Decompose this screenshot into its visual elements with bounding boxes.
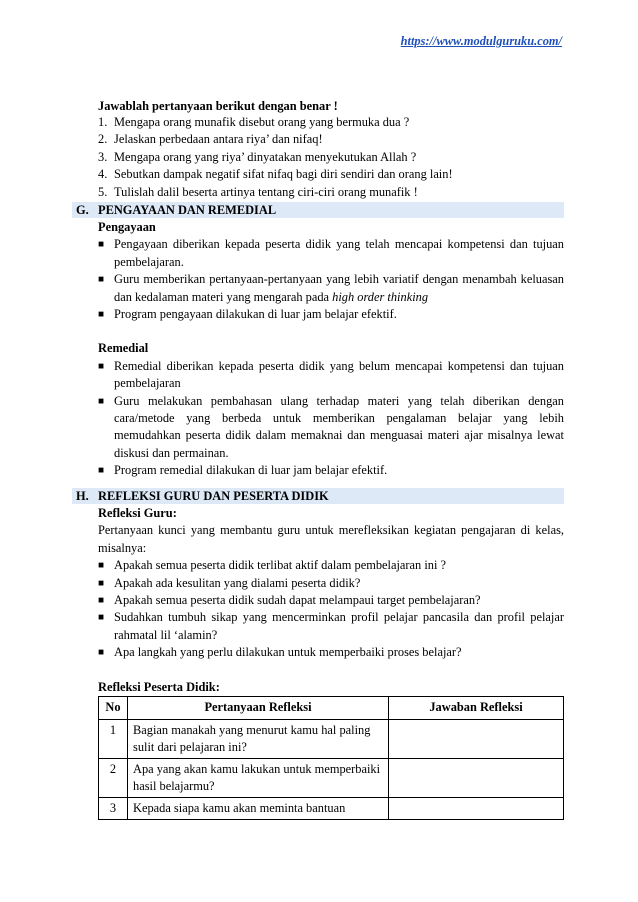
refleksi-table: [98, 696, 564, 820]
question-title: Jawablah pertanyaan berikut dengan benar !: [98, 99, 338, 113]
section-letter: G.: [76, 203, 89, 217]
bullet-icon: ■: [98, 465, 105, 477]
list-item: ■ Program remedial dilakukan di luar jam belajar efektif.: [98, 462, 564, 479]
list-item: 1. Mengapa orang munafik disebut orang yang bermuka dua ?: [98, 115, 410, 129]
list-item: 2. Jelaskan perbedaan antara riya’ dan nifaq!: [98, 132, 323, 147]
question-list: [98, 114, 564, 201]
list-item: ■ Pengayaan diberikan kepada peserta didik yang telah mencapai kompetensi dan tujuan pembelajaran.: [98, 237, 564, 269]
remedial-list: [98, 358, 564, 480]
list-item: ■ Apakah semua peserta didik sudah dapat melampaui target pembelajaran?: [98, 592, 564, 609]
bullet-icon: ■: [98, 647, 105, 659]
row-no: 2: [99, 759, 128, 798]
bullet-icon: ■: [98, 309, 105, 321]
list-item: ■ Apakah ada kesulitan yang dialami peserta didik?: [98, 575, 564, 592]
refleksi-guru-intro: Pertanyaan kunci yang membantu guru untuk merefleksikan kegiatan pengajaran di kelas, misalnya:: [98, 523, 564, 555]
section-letter: H.: [76, 489, 89, 503]
bullet-icon: ■: [98, 360, 105, 372]
refleksi-guru-title: Refleksi Guru:: [98, 506, 177, 520]
col-header-question: Pertanyaan Refleksi: [128, 697, 389, 720]
section-h-body: [98, 505, 564, 820]
remedial-title: Remedial: [98, 341, 149, 356]
row-answer[interactable]: [389, 798, 564, 820]
refleksi-siswa-title: Refleksi Peserta Didik:: [98, 679, 220, 694]
list-item: ■ Sudahkan tumbuh sikap yang mencerminkan profil pelajar pancasila dan profil pelajar rahmatal lil ‘alamin?: [98, 610, 564, 642]
list-item: 5. Tulislah dalil beserta artinya tentang ciri-ciri orang munafik !: [98, 184, 418, 199]
row-answer[interactable]: [389, 759, 564, 798]
section-g-heading: [72, 202, 564, 218]
row-question: Kepada siapa kamu akan meminta bantuan: [128, 798, 389, 820]
row-question: Apa yang akan kamu lakukan untuk memperbaiki hasil belajarmu?: [128, 759, 389, 798]
row-question: Bagian manakah yang menurut kamu hal paling sulit dari pelajaran ini?: [128, 720, 389, 759]
col-header-answer: Jawaban Refleksi: [389, 697, 564, 720]
bullet-icon: ■: [98, 560, 105, 572]
row-answer[interactable]: [389, 720, 564, 759]
bullet-icon: ■: [98, 577, 105, 589]
pengayaan-list: [98, 236, 564, 323]
table-row: [99, 759, 564, 798]
section-g-body: [98, 219, 564, 480]
table-row: [99, 720, 564, 759]
bullet-icon: ■: [98, 595, 105, 607]
table-row: [99, 798, 564, 820]
list-item: ■ Guru melakukan pembahasan ulang terhadap materi yang telah diberikan dengan cara/metode yang berbeda untuk memberikan pengalaman belajar yang lebih memudahkan peserta didik dalam memaknai dan menguasai materi ajar misalnya lewat diskusi dan permainan.: [98, 393, 564, 460]
refleksi-guru-list: [98, 557, 564, 661]
question-block: [98, 99, 564, 201]
list-item: 4. Sebutkan dampak negatif sifat nifaq bagi diri sendiri dan orang lain!: [98, 167, 453, 182]
row-no: 3: [99, 798, 128, 820]
list-item: ■ Guru memberikan pertanyaan-pertanyaan yang lebih variatif dengan menambah keluasan dan kedalaman materi yang mengarah pada high order thinking: [98, 272, 564, 304]
section-title: REFLEKSI GURU DAN PESERTA DIDIK: [98, 489, 329, 503]
list-item: ■ Apa langkah yang perlu dilakukan untuk memperbaiki proses belajar?: [98, 644, 564, 661]
list-item: 3. Mengapa orang yang riya’ dinyatakan menyekutukan Allah ?: [98, 149, 417, 164]
section-h-heading: [72, 488, 564, 504]
row-no: 1: [99, 720, 128, 759]
pengayaan-title: Pengayaan: [98, 220, 156, 234]
list-item: ■ Program pengayaan dilakukan di luar jam belajar efektif.: [98, 306, 564, 323]
header-url[interactable]: https://www.modulguruku.com/: [400, 34, 562, 48]
bullet-icon: ■: [98, 395, 105, 407]
hot-emphasis: high order thinking: [332, 289, 429, 304]
list-item: ■ Apakah semua peserta didik terlibat aktif dalam pembelajaran ini ?: [98, 557, 564, 574]
table-header-row: [99, 697, 564, 720]
list-item: ■ Remedial diberikan kepada peserta didik yang belum mencapai kompetensi dan tujuan pembelajaran: [98, 358, 564, 391]
bullet-icon: ■: [98, 612, 105, 624]
bullet-icon: ■: [98, 274, 105, 286]
col-header-no: No: [99, 697, 128, 720]
bullet-icon: ■: [98, 239, 105, 251]
section-title: PENGAYAAN DAN REMEDIAL: [98, 203, 277, 217]
